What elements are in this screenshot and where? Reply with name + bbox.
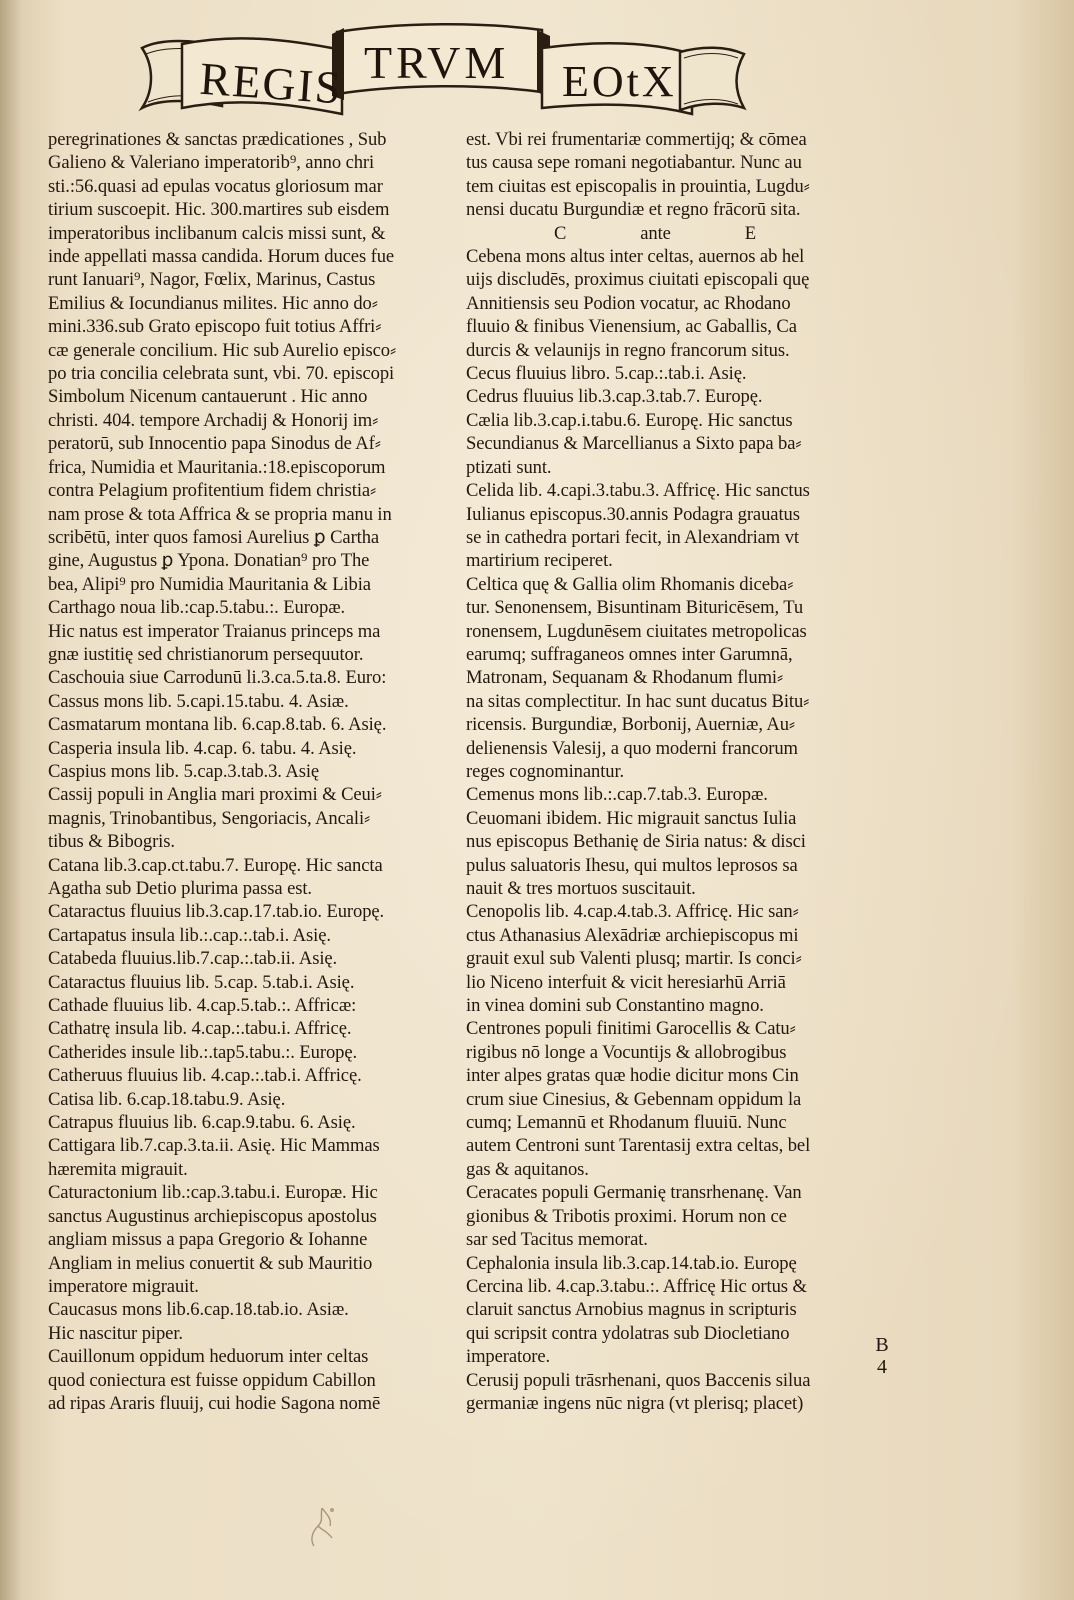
text-line: Caschouia siue Carrodunū li.3.ca.5.ta.8. Euro: [48,667,387,689]
text-line: Catisa lib. 6.cap.18.tabu.9. Asię. [48,1088,286,1110]
text-line: ptizati sunt. [466,456,552,478]
text-line: Casmatarum montana lib. 6.cap.8.tab. 6. Asię. [48,714,387,736]
text-line: imperatore migrauit. [48,1275,199,1297]
text-line: Cenopolis lib. 4.cap.4.tab.3. Affricę. Hic san⸗ [466,901,799,923]
text-line: durcis & velaunijs in regno francorum situs. [466,339,790,361]
text-line: bea, Alipi⁹ pro Numidia Mauritania & Libia [48,573,371,595]
text-line: Agatha sub Detio plurima passa est. [48,878,312,899]
heading-ante: ante [640,222,671,244]
text-line: Centrones populi finitimi Garocellis & Catu⸗ [466,1018,796,1040]
banner-word-1: REGIS [198,52,345,114]
text-line: Cataractus fluuius lib. 5.cap. 5.tab.i. Asię. [48,971,355,993]
text-line: in vinea domini sub Constantino magno. [466,995,764,1017]
ink-stain-mark [302,1502,342,1550]
text-line: est. Vbi rei frumentariæ commertijq; & cōmea [466,129,807,150]
banner-word-2: TRVM [364,37,510,88]
text-line: Catheruus fluuius lib. 4.cap.:.tab.i. Affricę. [48,1065,362,1087]
text-line: fluuio & finibus Vienensium, ac Gaballis, Ca [466,316,797,338]
text-line: Cartapatus insula lib.:.cap.:.tab.i. Asię. [48,924,331,946]
text-line: autem Centroni sunt Tarentasij extra celtas, bel [466,1135,811,1157]
text-line: Caturactonium lib.:cap.3.tabu.i. Europæ. Hic [48,1182,378,1204]
text-line: claruit sanctus Arnobius magnus in scripturis [466,1299,797,1321]
text-line: quod coniectura est fuisse oppidum Cabillon [48,1369,376,1391]
text-line: Cataractus fluuius lib.3.cap.17.tab.io. Europę. [48,901,385,923]
letter-heading [466,222,866,245]
text-line: Cauillonum oppidum heduorum inter celtas [48,1346,369,1368]
gutter-shadow [0,0,22,1600]
text-line: scribētū, inter quos famosi Aurelius ꝑ Cartha [48,526,380,548]
text-line: ad ripas Araris fluuij, cui hodie Sagona nomē [48,1392,381,1414]
text-line: tus causa sepe romani negotiabantur. Nunc au [466,152,802,174]
text-line: Cecus fluuius libro. 5.cap.:.tab.i. Asię. [466,363,747,385]
text-line: Catabeda fluuius.lib.7.cap.:.tab.ii. Asię. [48,948,338,970]
text-line: imperatoribus inclibanum calcis missi sunt, & [48,222,386,244]
text-line: cumq; Lemannū et Rhodanum fluuiū. Nunc [466,1112,787,1134]
text-line: tem ciuitas est episcopalis in prouintia, Lugdu⸗ [466,175,810,197]
text-line: inde appellati massa candida. Horum duces fue [48,246,395,268]
text-line: gnæ iustitię sed christianorum persequutor. [48,643,364,665]
text-line: Cattigara lib.7.cap.3.ta.ii. Asię. Hic Mammas [48,1135,380,1157]
page-banner [132,20,752,120]
text-line: Catrapus fluuius lib. 6.cap.9.tabu. 6. Asię. [48,1112,356,1134]
text-line: Cemenus mons lib.:.cap.7.tab.3. Europæ. [466,784,768,806]
text-line: uijs discludēs, proximus ciuitati episcopali quę [466,269,810,291]
text-line: imperatore. [466,1346,551,1368]
text-line: sanctus Augustinus archiepiscopus apostolus [48,1205,377,1227]
signature-number: 4 [877,1356,887,1378]
text-line: Caspius mons lib. 5.cap.3.tab.3. Asię [48,760,320,782]
text-line: angliam missus a papa Gregorio & Iohanne [48,1229,368,1251]
text-line: Matronam, Sequanam & Rhodanum flumi⸗ [466,667,784,689]
text-line: gas & aquitanos. [466,1158,589,1180]
text-line: Angliam in melius conuertit & sub Mauritio [48,1252,373,1274]
text-line: Secundianus & Marcellianus a Sixto papa ba⸗ [466,433,802,455]
text-line: rigibus nō longe a Vocuntijs & allobrogibus [466,1041,787,1063]
right-column [466,128,866,1415]
text-line: magnis, Trinobantibus, Sengoriacis, Ancali⸗ [48,807,371,829]
text-line: sar sed Tacitus memorat. [466,1229,648,1251]
text-line: nauit & tres mortuos suscitauit. [466,878,696,899]
text-line: gine, Augustus ꝑ Ypona. Donatian⁹ pro The [48,550,370,572]
text-line: peratorū, sub Innocentio papa Sinodus de Af⸗ [48,433,381,455]
text-line: Celtica quę & Gallia olim Rhomanis diceba⸗ [466,573,794,595]
text-line: ctus Athanasius Alexādriæ archiepiscopus mi [466,924,799,946]
text-line: crum siue Cinesius, & Gebennam oppidum la [466,1088,802,1110]
text-line: Cathatrę insula lib. 4.cap.:.tabu.i. Affricę. [48,1018,352,1040]
heading-letter-e: E [744,222,756,244]
text-line: nus episcopus Bethanię de Siria natus: & disci [466,831,806,853]
text-line: germaniæ ingens nūc nigra (vt plerisq; placet) [466,1392,804,1414]
text-line: Caucasus mons lib.6.cap.18.tab.io. Asiæ. [48,1299,349,1321]
text-line: contra Pelagium profitentium fidem christia⸗ [48,480,377,502]
text-line: martirium reciperet. [466,550,613,572]
left-column [48,128,436,1415]
text-line: Cebena mons altus inter celtas, auernos ab hel [466,246,805,268]
text-line: Cercina lib. 4.cap.3.tabu.:. Affricę Hic ortus & [466,1275,807,1297]
text-line: tur. Senonensem, Bisuntinam Bituricēsem, Tu [466,597,804,619]
text-line: grauit exul sub Valenti plusq; martir. Is conci⸗ [466,948,802,970]
text-line: pulus saluatoris Ihesu, qui multos leprosos sa [466,854,798,876]
text-line: qui scripsit contra ydolatras sub Diocletiano [466,1322,790,1344]
text-line: Cerusij populi trāsrhenani, quos Baccenis silua [466,1369,811,1391]
text-line: Cælia lib.3.cap.i.tabu.6. Europę. Hic sanctus [466,409,793,431]
text-line: ricensis. Burgundiæ, Borbonij, Auerniæ, Au⸗ [466,714,796,736]
text-line: nam prose & tota Affrica & se propria manu in [48,503,392,525]
text-line: Cassij populi in Anglia mari proximi & Ceui⸗ [48,784,382,806]
text-line: na sitas complectitur. In hac sunt ducatus Bitu⸗ [466,690,810,712]
text-line: ronensem, Lugdunēsem ciuitates metropolicas [466,620,807,642]
banner-word-3: EOtX [562,57,677,106]
text-line: Annitiensis seu Podion vocatur, ac Rhodano [466,292,791,314]
text-line: christi. 404. tempore Archadij & Honorij im⸗ [48,409,379,431]
text-line: cæ generale concilium. Hic sub Aurelio episco⸗ [48,339,397,361]
text-line: nensi ducatu Burgundiæ et regno frācorū sita. [466,199,801,221]
text-line: Simbolum Nicenum cantauerunt . Hic anno [48,386,368,408]
text-line: runt Ianuari⁹, Nagor, Fœlix, Marinus, Castus [48,269,376,291]
text-line: peregrinationes & sanctas prædicationes , Sub [48,129,387,150]
text-line: Galieno & Valeriano imperatorib⁹, anno chri [48,152,375,174]
heading-letter-c: C [554,222,567,244]
text-line: se in cathedra portari fecit, in Alexandriam vt [466,526,799,548]
text-line: Cedrus fluuius lib.3.cap.3.tab.7. Europę. [466,386,763,408]
text-line: Catana lib.3.cap.ct.tabu.7. Europę. Hic sancta [48,854,383,876]
text-line: Hic nascitur piper. [48,1322,183,1344]
text-line: Ceracates populi Germanię transrhenanę. Van [466,1182,802,1204]
text-line: Ceuomani ibidem. Hic migrauit sanctus Iulia [466,807,797,829]
text-line: Carthago noua lib.:cap.5.tabu.:. Europæ. [48,597,346,619]
text-line: Cephalonia insula lib.3.cap.14.tab.io. Europę [466,1252,797,1274]
text-line: Cathade fluuius lib. 4.cap.5.tab.:. Affricæ: [48,995,357,1017]
banner-scroll [132,20,752,120]
text-line: earumq; suffraganeos omnes inter Garumnā, [466,643,793,665]
text-line: gionibus & Tribotis proximi. Horum non ce [466,1205,787,1227]
text-line: Iulianus episcopus.30.annis Podagra grauatus [466,503,800,525]
text-line: Celida lib. 4.capi.3.tabu.3. Affricę. Hic sanctus [466,480,810,502]
text-line: Hic natus est imperator Traianus princeps ma [48,620,381,642]
text-line: reges cognominantur. [466,760,625,782]
text-line: Catherides insule lib.:.tap5.tabu.:. Europę. [48,1041,358,1063]
text-line: tirium suscoepit. Hic. 300.martires sub eisdem [48,199,390,221]
text-line: frica, Numidia et Mauritania.:18.episcoporum [48,456,386,478]
text-line: Cassus mons lib. 5.capi.15.tabu. 4. Asiæ. [48,690,349,712]
text-line: sti.:56.quasi ad epulas vocatus gloriosum mar [48,175,383,197]
text-line: inter alpes gratas quæ hodie dicitur mons Cin [466,1065,799,1087]
signature-letter: B [875,1334,889,1356]
text-line: mini.336.sub Grato episcopo fuit totius Affri⸗ [48,316,382,338]
signature-mark [872,1334,892,1378]
text-line: lio Niceno interfuit & vicit heresiarhū Arriā [466,971,786,993]
text-line: tibus & Bibogris. [48,831,175,853]
text-line: hæremita migrauit. [48,1158,188,1180]
text-line: Emilius & Iocundianus milites. Hic anno do⸗ [48,292,378,314]
text-line: Casperia insula lib. 4.cap. 6. tabu. 4. Asię. [48,737,357,759]
text-line: delienensis Valesij, a quo moderni francorum [466,737,798,759]
text-line: po tria concilia celebrata sunt, vbi. 70. episcopi [48,363,395,385]
